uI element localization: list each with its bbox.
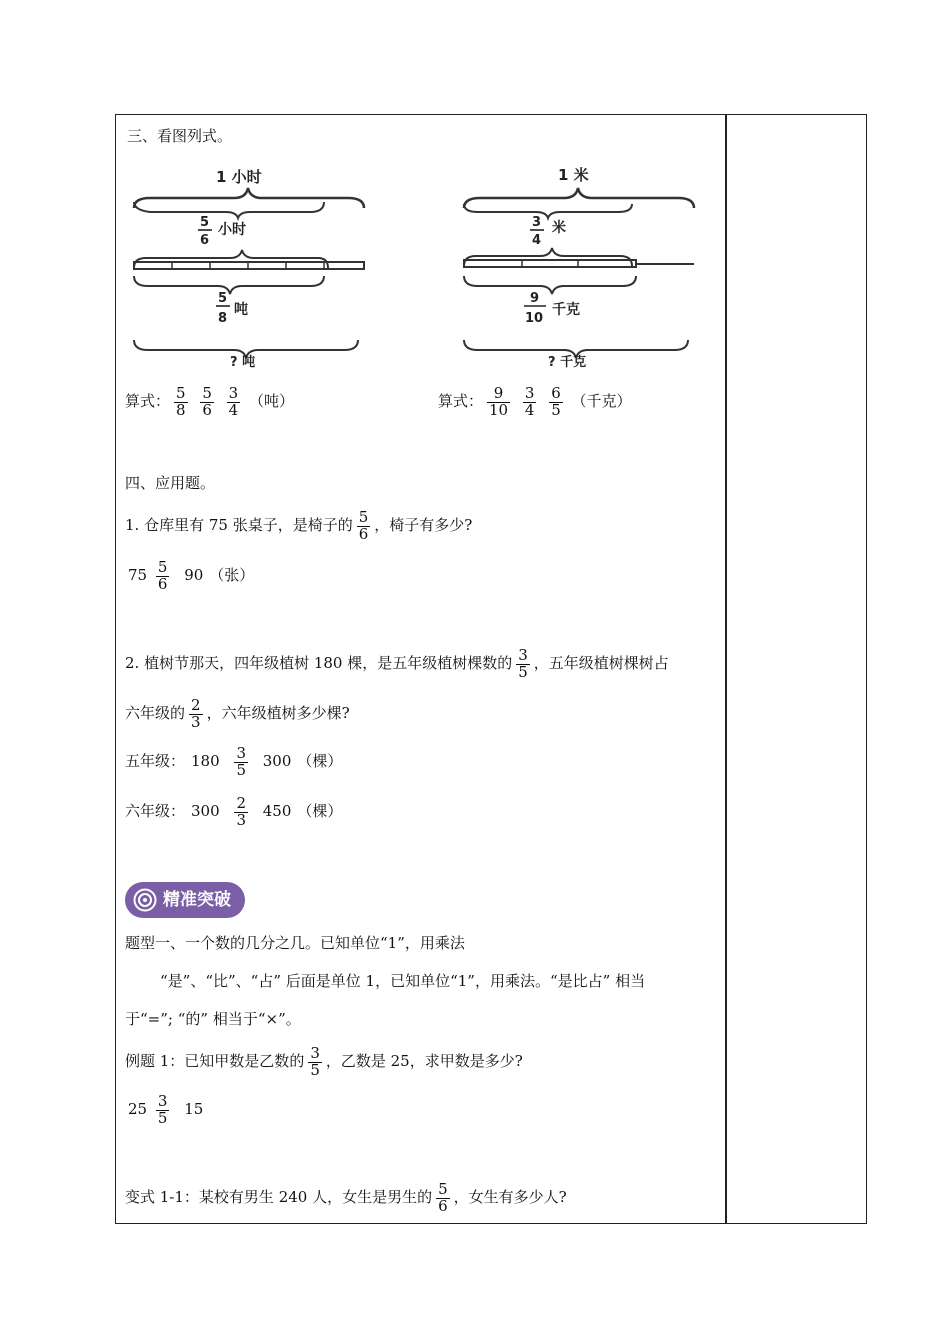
answer-unit: （棵） — [297, 802, 343, 820]
diagram-right-low-den: 10 — [525, 311, 544, 326]
formula-right-label: 算式： — [438, 392, 484, 410]
diagram-right — [460, 160, 700, 372]
answer-result: 300 — [262, 752, 292, 770]
answer-label: 六年级： — [125, 802, 186, 820]
answer-value: 75 — [128, 566, 148, 584]
question-1 — [125, 502, 472, 548]
diagram-right-low-num: 9 — [530, 291, 540, 306]
badge-label: 精准突破 — [163, 890, 231, 910]
formula-left-frac-1: $\frac{5}{8}$ — [176, 383, 186, 419]
answer-frac: $\frac{3}{5}$ — [236, 743, 246, 779]
question-2-frac-2: $\frac{2}{3}$ — [191, 695, 201, 731]
diagram-left-mid-unit: 小时 — [218, 222, 246, 238]
formula-right-frac-1: $\frac{9}{10}$ — [489, 383, 509, 419]
diagram-right-low-unit: 千克 — [552, 302, 580, 318]
formula-left-unit: （吨） — [249, 392, 295, 410]
question-2-line-1 — [125, 640, 669, 686]
variant-1-1-text-a: 变式 1-1：某校有男生 240 人，女生是男生的 — [125, 1188, 433, 1206]
answer-frac: $\frac{5}{6}$ — [157, 557, 168, 593]
answer-unit: （棵） — [297, 752, 343, 770]
question-1-text-b: ，椅子有多少? — [374, 516, 473, 534]
variant-1-1-text-b: ，女生有多少人? — [453, 1188, 567, 1206]
example-1-text-a: 例题 1：已知甲数是乙数的 — [125, 1052, 305, 1070]
variant-1-1 — [125, 1174, 567, 1220]
answer-value: 180 — [191, 752, 220, 770]
diagram-right-top-label: 1 米 — [558, 166, 589, 184]
type1-title: 题型一、一个数的几分之几。已知单位“1”，用乘法 — [125, 934, 465, 952]
answer-value: 300 — [191, 802, 220, 820]
diagram-right-mid-unit: 米 — [552, 220, 566, 236]
question-2-answer-2 — [125, 788, 342, 834]
formula-left — [125, 378, 294, 424]
answer-result: 450 — [262, 802, 292, 820]
example-1 — [125, 1038, 523, 1084]
diagram-left — [130, 160, 370, 372]
diagram-left-top-label: 1 小时 — [216, 168, 262, 186]
question-2-text-c: 六年级的 — [125, 704, 186, 722]
section-badge — [125, 882, 245, 918]
question-2-answer-1 — [125, 738, 342, 784]
answer-unit: （张） — [209, 566, 255, 584]
answer-value: 25 — [128, 1100, 148, 1118]
question-2-text-d: ，六年级植树多少棵? — [206, 704, 350, 722]
diagram-left-mid-num: 5 — [200, 215, 210, 230]
answer-frac: $\frac{3}{5}$ — [157, 1091, 168, 1127]
formula-right — [438, 378, 632, 424]
example-1-text-b: ，乙数是 25，求甲数是多少? — [325, 1052, 523, 1070]
diagram-right-bottom-label: ? 千克 — [548, 355, 587, 370]
answer-label: 五年级： — [125, 752, 186, 770]
formula-right-frac-2: $\frac{3}{4}$ — [524, 383, 535, 419]
question-2-text-b: ，五年级植树棵树占 — [533, 654, 669, 672]
formula-left-frac-2: $\frac{5}{6}$ — [202, 383, 212, 419]
diagram-left-low-unit: 吨 — [234, 302, 248, 318]
diagram-left-low-num: 5 — [218, 291, 228, 306]
formula-right-frac-3: $\frac{6}{5}$ — [551, 383, 561, 419]
target-icon — [133, 888, 157, 912]
type1-rule-line-1: “是”、“比”、“占” 后面是单位 1，已知单位“1”，用乘法。“是比占” 相当 — [160, 972, 646, 990]
variant-1-1-frac: $\frac{5}{6}$ — [438, 1179, 448, 1215]
question-2-line-2 — [125, 690, 350, 736]
column-divider — [725, 114, 727, 1224]
section4-heading: 四、应用题。 — [125, 474, 216, 492]
section3-heading: 三、看图列式。 — [127, 127, 233, 145]
example-1-frac: $\frac{3}{5}$ — [310, 1043, 320, 1079]
formula-right-unit: （千克） — [571, 392, 632, 410]
formula-left-frac-3: $\frac{3}{4}$ — [228, 383, 239, 419]
question-1-text-a: 1. 仓库里有 75 张桌子，是椅子的 — [125, 516, 353, 534]
question-1-answer — [128, 552, 254, 598]
question-1-frac: $\frac{5}{6}$ — [358, 507, 369, 543]
diagram-right-mid-den: 4 — [532, 233, 542, 248]
diagram-left-bottom-label: ? 吨 — [230, 355, 256, 370]
diagram-left-low-den: 8 — [218, 311, 228, 326]
example-1-answer — [128, 1086, 209, 1132]
answer-frac: $\frac{2}{3}$ — [236, 793, 246, 829]
answer-result: 15 — [184, 1100, 204, 1118]
type1-rule-line-2: 于“=”; “的” 相当于“×”。 — [125, 1010, 301, 1028]
diagram-left-mid-den: 6 — [200, 233, 210, 248]
answer-result: 90 — [184, 566, 204, 584]
question-2-text-a: 2. 植树节那天，四年级植树 180 棵，是五年级植树棵数的 — [125, 654, 513, 672]
formula-left-label: 算式： — [125, 392, 171, 410]
question-2-frac-1: $\frac{3}{5}$ — [518, 645, 528, 681]
diagram-right-mid-num: 3 — [532, 215, 542, 230]
